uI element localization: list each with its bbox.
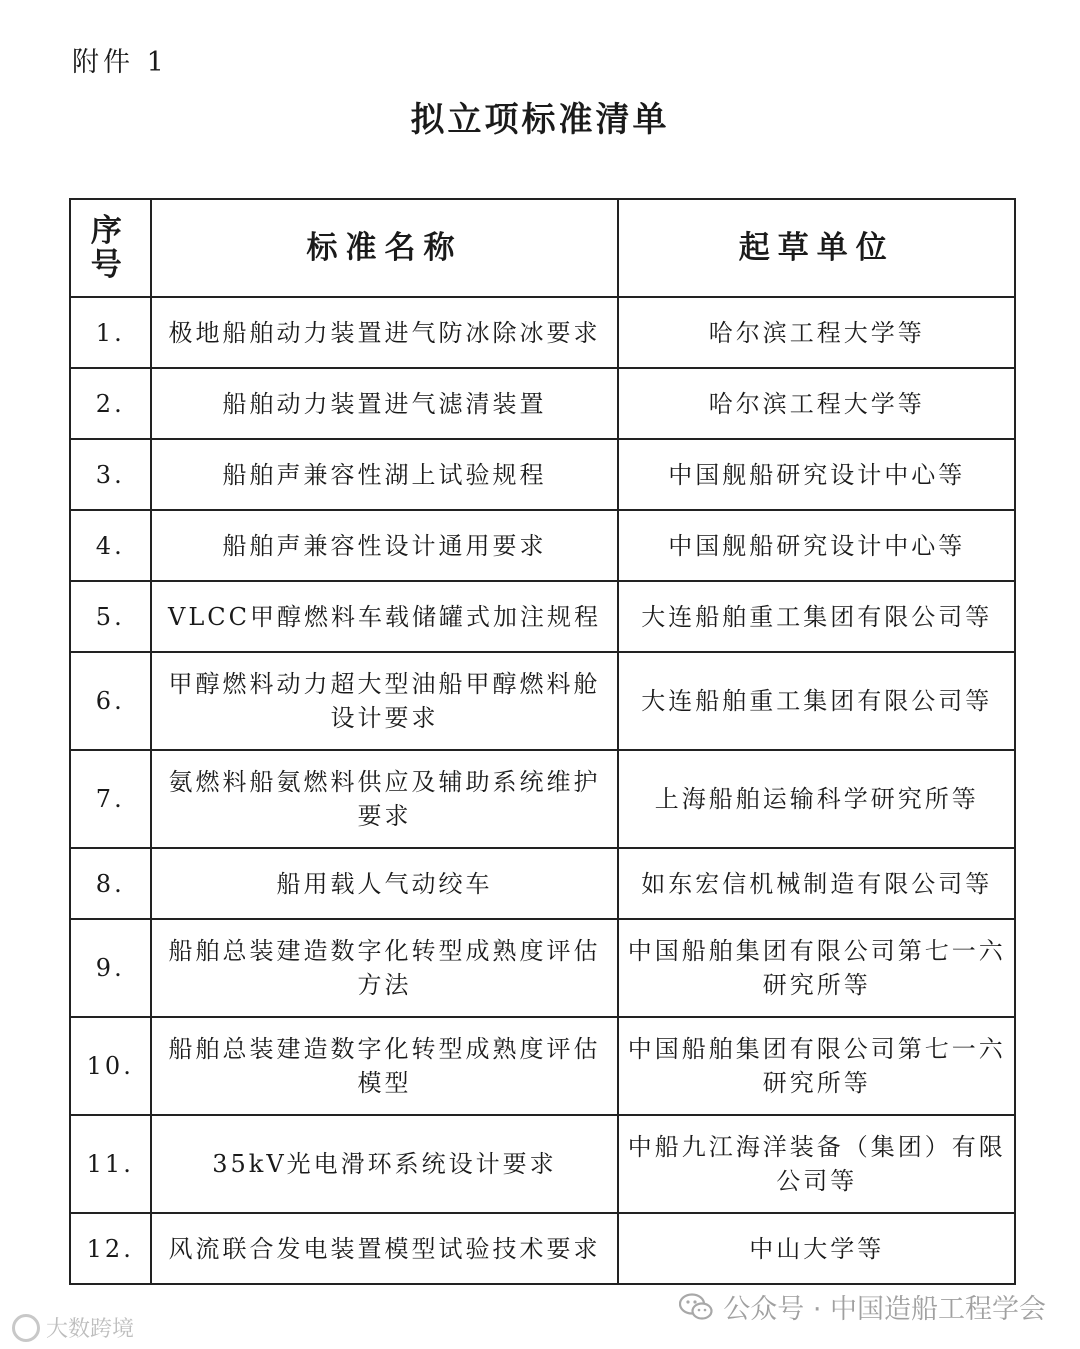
row-drafting-unit: 中国船舶集团有限公司第七一六研究所等 xyxy=(618,1017,1015,1115)
table-row xyxy=(70,1017,1015,1115)
row-drafting-unit: 中国船舶集团有限公司第七一六研究所等 xyxy=(618,919,1015,1017)
row-drafting-unit: 中国舰船研究设计中心等 xyxy=(618,439,1015,510)
table-row xyxy=(70,1213,1015,1284)
row-drafting-unit: 中船九江海洋装备（集团）有限公司等 xyxy=(618,1115,1015,1213)
row-number: 9. xyxy=(70,919,151,1017)
row-standard-name: 船舶声兼容性设计通用要求 xyxy=(151,510,619,581)
row-number: 12. xyxy=(70,1213,151,1284)
row-number: 5. xyxy=(70,581,151,652)
row-drafting-unit: 哈尔滨工程大学等 xyxy=(618,297,1015,368)
row-drafting-unit: 如东宏信机械制造有限公司等 xyxy=(618,848,1015,919)
table-row xyxy=(70,368,1015,439)
table-row xyxy=(70,919,1015,1017)
row-number: 10. xyxy=(70,1017,151,1115)
row-number: 2. xyxy=(70,368,151,439)
row-standard-name: VLCC甲醇燃料车载储罐式加注规程 xyxy=(151,581,619,652)
table-row xyxy=(70,510,1015,581)
row-standard-name: 船舶动力装置进气滤清装置 xyxy=(151,368,619,439)
row-standard-name: 船舶总装建造数字化转型成熟度评估方法 xyxy=(151,919,619,1017)
row-standard-name: 风流联合发电装置模型试验技术要求 xyxy=(151,1213,619,1284)
table-header-row xyxy=(70,199,1015,297)
row-number: 4. xyxy=(70,510,151,581)
header-serial-number: 序号 xyxy=(70,199,151,297)
header-drafting-unit: 起草单位 xyxy=(618,199,1015,297)
row-number: 7. xyxy=(70,750,151,848)
row-standard-name: 船舶总装建造数字化转型成熟度评估模型 xyxy=(151,1017,619,1115)
table-row xyxy=(70,848,1015,919)
row-drafting-unit: 中山大学等 xyxy=(618,1213,1015,1284)
row-drafting-unit: 中国舰船研究设计中心等 xyxy=(618,510,1015,581)
page-title: 拟立项标准清单 xyxy=(410,100,670,140)
row-drafting-unit: 哈尔滨工程大学等 xyxy=(618,368,1015,439)
row-number: 8. xyxy=(70,848,151,919)
brand-logo-icon xyxy=(12,1314,40,1342)
row-drafting-unit: 大连船舶重工集团有限公司等 xyxy=(618,581,1015,652)
row-standard-name: 氨燃料船氨燃料供应及辅助系统维护要求 xyxy=(151,750,619,848)
watermark-right-text: 公众号 · 中国造船工程学会 xyxy=(723,1294,1046,1325)
standards-table xyxy=(69,198,1016,1285)
row-standard-name: 35kV光电滑环系统设计要求 xyxy=(151,1115,619,1213)
table-row xyxy=(70,652,1015,750)
table-row xyxy=(70,750,1015,848)
table-row xyxy=(70,297,1015,368)
row-standard-name: 船舶声兼容性湖上试验规程 xyxy=(151,439,619,510)
row-drafting-unit: 大连船舶重工集团有限公司等 xyxy=(618,652,1015,750)
row-number: 3. xyxy=(70,439,151,510)
row-number: 11. xyxy=(70,1115,151,1213)
row-standard-name: 极地船舶动力装置进气防冰除冰要求 xyxy=(151,297,619,368)
watermark-left xyxy=(12,1312,134,1343)
row-standard-name: 甲醇燃料动力超大型油船甲醇燃料舱设计要求 xyxy=(151,652,619,750)
table-row xyxy=(70,1115,1015,1213)
table-row xyxy=(70,581,1015,652)
row-number: 1. xyxy=(70,297,151,368)
wechat-icon xyxy=(679,1293,713,1321)
row-number: 6. xyxy=(70,652,151,750)
table-row xyxy=(70,439,1015,510)
watermark-right xyxy=(679,1287,1046,1326)
row-standard-name: 船用载人气动绞车 xyxy=(151,848,619,919)
watermark-left-text: 大数跨境 xyxy=(46,1317,135,1342)
attachment-label: 附件 1 xyxy=(72,47,168,78)
row-drafting-unit: 上海船舶运输科学研究所等 xyxy=(618,750,1015,848)
header-standard-name: 标准名称 xyxy=(151,199,619,297)
